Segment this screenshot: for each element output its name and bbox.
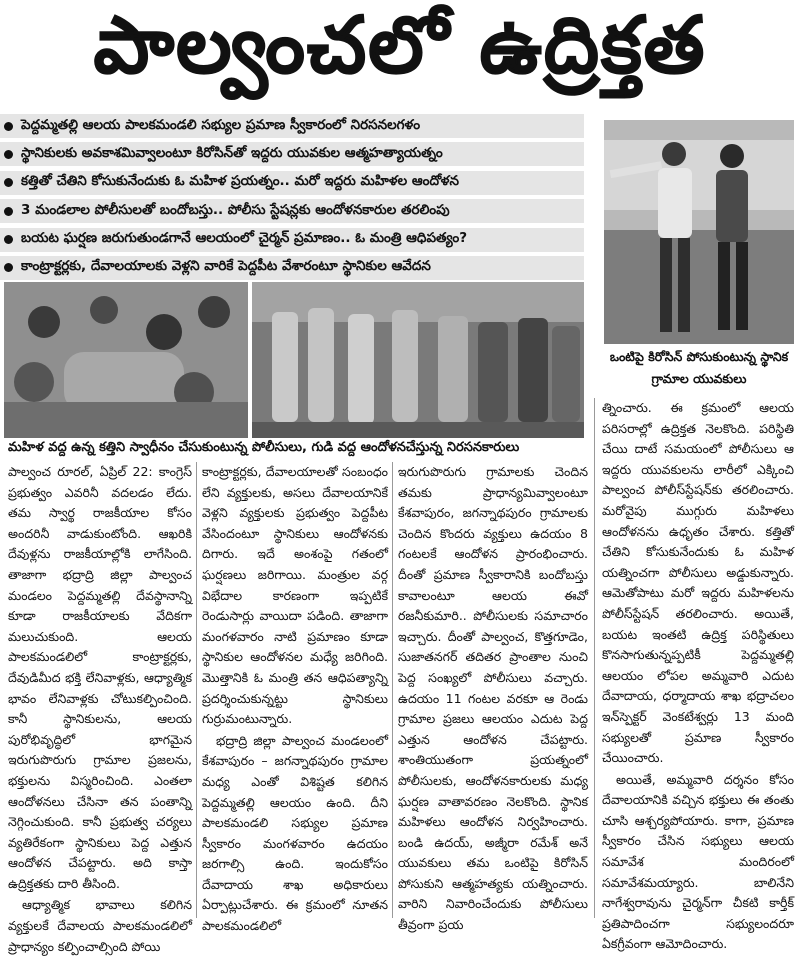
- article-column-3: [398, 462, 588, 933]
- column-divider: [196, 462, 197, 918]
- paragraph: భద్రాద్రి జిల్లా పాల్వంచ మండలంలో కేశవాపురం – జగన్నాథపురం గ్రామాల మధ్య ఎంతో విశిష్టత కలిగిన పెద్దమ్మతల్లి ఆలయం ఉంది. దీని పాలకమండలి సభ్యుల ప్రమాణ స్వీకారం మంగళవారం ఉదయం జరగాల్సి ఉంది. ఇందుకోసం దేవాదాయ శాఖ అధికారులు ఏర్పాట్లుచేశారు. ఈ క్రమంలో నూతన పాలకమండలిలో: [202, 732, 388, 934]
- bullet-list: [0, 114, 584, 280]
- headline: పాల్వంచలో ఉద్రిక్తత: [93, 0, 707, 91]
- bullet-dot-icon: [4, 150, 13, 159]
- article-column-2: [202, 462, 388, 934]
- bullet-dot-icon: [4, 235, 13, 244]
- photo-youths-kerosene: [604, 120, 794, 344]
- photo-caption-bottom: మహిళ వద్ద ఉన్న కత్తిని స్వాధీనం చేసుకుంటున్న పోలీసులు, గుడి వద్ద ఆందోళనచేస్తున్న నిరసనకారులు: [8, 440, 520, 455]
- column-divider: [594, 398, 595, 918]
- paragraph: అయితే, అమ్మవారి దర్శనం కోసం దేవాలయానికి వచ్చిన భక్తులు ఈ తంతు చూసి ఆశ్చర్యపోయారు. కాగా, ప్రమాణ స్వీకారం చేసిన సభ్యులు ఆలయ సమావేశ మందిరంలో సమావేశమయ్యారు. బాలినేని నాగేశ్వరావును చైర్మన్‌గా చీకటి కార్తీక్ ప్రతిపాదించగా సభ్యులందరూ ఏకగ్రీవంగా ఆమోదించారు.: [602, 771, 794, 952]
- photo-caption-right: ఒంటిపై కిరోసిన్ పోసుకుంటున్న స్థానిక గ్రామాల యువకులు: [609, 349, 789, 386]
- bullet-dot-icon: [4, 263, 13, 272]
- bullet-dot-icon: [4, 122, 13, 131]
- bullet-item: [0, 142, 584, 166]
- bullet-item: [0, 114, 584, 138]
- bullet-item: [0, 199, 584, 223]
- bullet-text: 3 మండలాల పోలీసులతో బందోబస్తు.. పోలీసు స్టేషన్లకు ఆందోళనకారుల తరలింపు: [21, 201, 450, 218]
- article-column-4: [602, 398, 794, 952]
- bullet-text: బయట ఘర్షణ జరుగుతుండగానే ఆలయంలో చైర్మన్ ప్రమాణం.. ఓ మంత్రి ఆధిపత్యం?: [21, 230, 468, 247]
- article-column-1: [8, 462, 192, 954]
- bullet-text: స్థానికులకు అవకాశమివ్వాలంటూ కిరోసిన్‌తో ఇద్దరు యువకుల ఆత్మహత్యాయత్నం: [21, 144, 443, 161]
- bullet-text: పెద్దమ్మతల్లి ఆలయ పాలకమండలి సభ్యుల ప్రమాణ స్వీకారంలో నిరసనలగళం: [21, 116, 421, 133]
- bullet-dot-icon: [4, 207, 13, 216]
- bullet-item: [0, 228, 584, 252]
- bullet-text: కాంట్రాక్టర్లకు, దేవాలయాలకు వెళ్లని వారికే పెద్దపీట వేశారంటూ స్థానికుల ఆవేదన: [21, 258, 431, 275]
- column-divider: [392, 462, 393, 918]
- paragraph: ఇరుగుపొరుగు గ్రామాలకు చెందిన తమకు ప్రాధాన్యమివ్వాలంటూ కేశవాపురం, జగన్నాథపురం గ్రామాలకు చెందిన కొందరు వ్యక్తులు ఉదయం 8 గంటలకే ఆందోళన ప్రారంభించారు. దీంతో ప్రమాణ స్వీకారానికి బందోబస్తు కావాలంటూ ఆలయ ఈవో రజనీకుమారి.. పోలీసులకు సమాచారం ఇచ్చారు. దీంతో పాల్వంచ, కొత్తగూడెం, సుజాతనగర్ తదితర ప్రాంతాల నుంచి పెద్ద సంఖ్యలో పోలీసులు వచ్చారు. ఉదయం 11 గంటల వరకూ ఆ రెండు గ్రామాల ప్రజలు ఆలయం ఎదుట పెద్ద ఎత్తున ఆందోళన చేపట్టారు. శాంతియుతంగా ప్రయత్నంలో పోలీసులకు, ఆందోళనకారులకు మధ్య ఘర్షణ వాతావరణం నెలకొంది. స్థానిక మహిళలు ఆందోళన నిర్వహించారు. బండి ఉదయ్, అజ్మీరా రమేశ్ అనే యువకులు తమ ఒంటిపై కిరోసిన్ పోసుకుని ఆత్మహత్యకు యత్నించారు. వారిని నివారించేందుకు పోలీసులు తీవ్రంగా ప్రయ: [398, 464, 588, 933]
- bullet-dot-icon: [4, 178, 13, 187]
- paragraph: ఆధ్యాత్మిక భావాలు కలిగిన వ్యక్తులకే దేవాలయ పాలకమండలిలో ప్రాధాన్యం కల్పించాల్సింది పోయి: [8, 897, 192, 954]
- paragraph: కాంట్రాక్టర్లకు, దేవాలయాలతో సంబంధం లేని వ్యక్తులకు, అసలు దేవాలయానికే వెళ్లని వ్యక్తులకు ప్రభుత్వం పెద్దపీట వేసిందంటూ స్థానికులు ఆందోళనకు దిగారు. ఇదే అంశంపై గతంలో ఘర్షణలు జరిగాయి. మంత్రుల వర్గ విభేదాల కారణంగా ఇప్పటికే రెండుసార్లు వాయిదా పడింది. తాజాగా మంగళవారం నాటి ప్రమాణం కూడా స్థానికుల ఆందోళనల మధ్యే జరిగింది. మొత్తానికి ఓ మంత్రి తన ఆధిపత్యాన్ని ప్రదర్శించుకున్నట్టు స్థానికులు గుర్రుమంటున్నారు.: [202, 464, 388, 727]
- paragraph: త్నించారు. ఈ క్రమంలో ఆలయ పరిసరాల్లో ఉద్రిక్తత నెలకొంది. పరిస్థితి చేయి దాటే సమయంలో పోలీసులు ఆ ఇద్దరు యువకులను లారీలో ఎక్కించి పాల్వంచ పోలీస్‌స్టేషన్‌కు తరలించారు. మరోవైపు ముగ్గురు మహిళలు ఆందోళనను ఉధృతం చేశారు. కత్తితో చేతిని కోసుకునేందుకు ఓ మహిళ యత్నించగా పోలీసులు అడ్డుకున్నారు. ఆమెతోపాటు మరో ఇద్దరు మహిళలను పోలీస్‌స్టేషన్ తరలించారు. అయితే, బయట ఇంతటి ఉద్రిక్త పరిస్థితులు కొనసాగుతున్నప్పటికీ పెద్దమ్మతల్లి ఆలయం లోపల అమ్మవారి ఎదుట దేవాదాయ, ధర్మాదాయ శాఖ భద్రాచలం ఇన్‌స్పెక్టర్ వెంకటేశ్వర్లు 13 మంది సభ్యులతో ప్రమాణ స్వీకారం చేయించారు.: [602, 400, 794, 766]
- bullet-item: [0, 171, 584, 195]
- paragraph: పాల్వంచ రూరల్, ఏప్రిల్ 22: కాంగ్రెస్ ప్రభుత్వం ఎవరినీ వదలడం లేదు. తమ స్వార్థ రాజకీయాల కోసం అందరినీ వాడుకుంటోంది. ఆఖరికి దేవుళ్లను రాజకీయాల్లోకి లాగేసింది. తాజాగా భద్రాద్రి జిల్లా పాల్వంచ మండలం పెద్దమ్మతల్లి దేవస్థానాన్ని కూడా రాజకీయాలకు వేదికగా మలుచుకుంది. ఆలయ పాలకమండలిలో కాంట్రాక్టర్లకు, దేవుడిమీద భక్తి లేనివాళ్లకు, ఆధ్యాత్మిక భావం లేనివాళ్లకు చోటుకల్పించింది. కానీ స్థానికులను, ఆలయ పురోభివృద్ధిలో భాగమైన ఇరుగుపొరుగు గ్రామాల ప్రజలను, భక్తులను విస్మరించింది. ఎంతలా ఆందోళనలు చేసినా తన పంతాన్ని నెగ్గించుకుంది. కానీ ప్రభుత్వ చర్యలు వ్యతిరేకంగా స్థానికులు పెద్ద ఎత్తున ఆందోళన చేపట్టారు. అది కాస్తా ఉద్రిక్తతకు దారి తీసింది.: [8, 464, 192, 891]
- bullet-text: కత్తితో చేతిని కోసుకునేందుకు ఓ మహిళ ప్రయత్నం.. మరో ఇద్దరు మహిళల ఆందోళన: [21, 173, 459, 190]
- photo-police-protesters: [252, 282, 584, 438]
- photo-woman-knife: [4, 282, 248, 438]
- bullet-item: [0, 256, 584, 280]
